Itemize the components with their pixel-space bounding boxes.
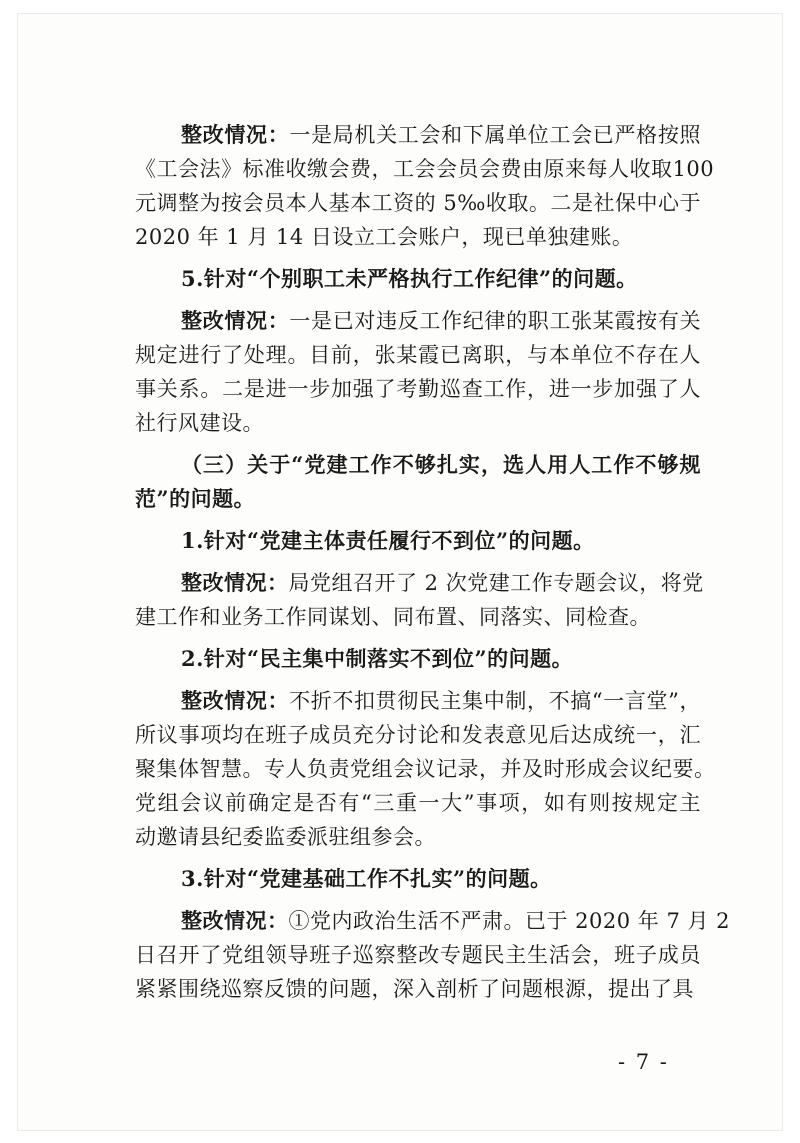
text-line (135, 820, 701, 854)
text-line (135, 752, 716, 786)
bold-text: 2.针对“民主集中制落实不到位”的问题。 (181, 646, 574, 671)
bold-text: 整改情况： (181, 688, 290, 713)
text-line (135, 684, 701, 718)
body-text: 事关系。二是进一步加强了考勤巡查工作，进一步加强了人 (135, 377, 701, 401)
paragraph (135, 304, 701, 440)
text-line (135, 642, 701, 676)
bold-text: 整改情况： (181, 570, 289, 595)
body-text: 日召开了党组领导班子巡察整改专题民主生活会，班子成员 (135, 943, 701, 967)
text-line (135, 524, 701, 558)
text-line (135, 186, 701, 220)
body-text: 《工会法》标准收缴会费，工会会员会费由原来每人收取100 (135, 157, 715, 181)
paragraph (135, 118, 715, 254)
body-text: 党组会议前确定是否有“三重一大”事项，如有则按规定主 (135, 791, 701, 815)
text-line (135, 406, 701, 440)
body-text: 局党组召开了 2 次党建工作专题会议，将党 (288, 571, 704, 595)
body-text: 社行风建设。 (135, 411, 264, 435)
paragraph (135, 862, 701, 896)
document-page (18, 14, 782, 1130)
text-line (135, 304, 701, 338)
text-line (135, 482, 701, 516)
paragraph (135, 524, 701, 558)
paragraph (135, 684, 716, 854)
bold-text: 整改情况： (181, 122, 290, 147)
text-line (135, 786, 701, 820)
paragraph (135, 262, 701, 296)
bold-text: 3.针对“党建基础工作不扎实”的问题。 (181, 866, 552, 891)
bold-text: 5.针对“个别职工未严格执行工作纪律”的问题。 (181, 266, 638, 291)
text-line (135, 372, 701, 406)
body-text: 动邀请县纪委监委派驻组参会。 (135, 825, 436, 849)
bold-text: 1.针对“党建主体责任履行不到位”的问题。 (181, 528, 595, 553)
paragraph (135, 904, 731, 1006)
text-line (135, 972, 701, 1006)
body-text: 聚集体智慧。专人负责党组会议记录，并及时形成会议纪要。 (135, 757, 716, 781)
text-line (135, 262, 701, 296)
text-line (135, 220, 701, 254)
text-line (135, 118, 701, 152)
body-text: ①党内政治生活不严肃。已于 2020 年 7 月 2 (288, 909, 731, 933)
body-text: 所议事项均在班子成员充分讨论和发表意见后达成统一，汇 (135, 723, 701, 747)
page-number: - 7 - (618, 1050, 669, 1074)
text-line (135, 152, 715, 186)
bold-text: （三）关于“党建工作不够扎实，选人用人工作不够规 (181, 452, 701, 477)
text-line (135, 338, 701, 372)
document-body (135, 118, 731, 1006)
text-line (135, 600, 701, 634)
paragraph (135, 642, 701, 676)
body-text: 2020 年 1 月 14 日设立工会账户，现已单独建账。 (135, 225, 634, 249)
body-text: 规定进行了处理。目前，张某霞已离职，与本单位不存在人 (135, 343, 701, 367)
body-text: 一是局机关工会和下属单位工会已严格按照 (289, 123, 702, 147)
body-text: 紧紧围绕巡察反馈的问题，深入剖析了问题根源，提出了具 (135, 977, 694, 1001)
bold-text: 整改情况： (181, 308, 290, 333)
text-line (135, 718, 701, 752)
text-line (135, 904, 731, 938)
text-line (135, 566, 704, 600)
body-text: 建工作和业务工作同谋划、同布置、同落实、同检查。 (135, 605, 651, 629)
text-line (135, 448, 701, 482)
bold-text: 范”的问题。 (135, 486, 256, 511)
body-text: 不折不扣贯彻民主集中制，不搞“一言堂”， (289, 689, 701, 713)
paragraph (135, 448, 701, 516)
body-text: 元调整为按会员本人基本工资的 5‰收取。二是社保中心于 (135, 191, 701, 215)
bold-text: 整改情况： (181, 908, 289, 933)
paragraph (135, 566, 704, 634)
text-line (135, 938, 701, 972)
text-line (135, 862, 701, 896)
body-text: 一是已对违反工作纪律的职工张某霞按有关 (289, 309, 702, 333)
